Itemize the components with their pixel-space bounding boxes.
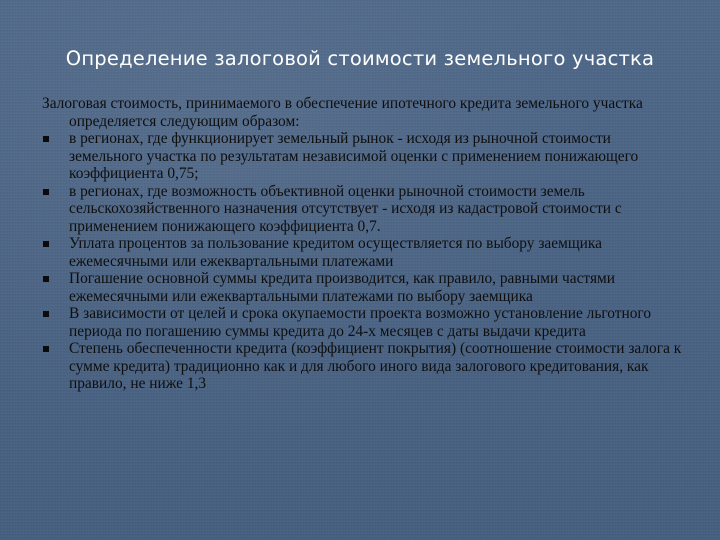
bullet-list [42,130,682,393]
bullet-text: в регионах, где возможность объективной оценки рыночной стоимости земель сельскохозяйственного назначения отсутствует - исходя из кадастровой стоимости с применением понижающего коэффициента 0,7. [69,182,622,235]
bullet-text: В зависимости от целей и срока окупаемости проекта возможно установление льготного периода по погашению суммы кредита до 24-х месяцев с даты выдачи кредита [69,305,652,340]
square-bullet-icon [43,189,49,195]
list-item [42,340,682,393]
list-item [42,270,682,305]
list-item [42,235,682,270]
square-bullet-icon [43,276,49,282]
slide-body [42,95,682,393]
bullet-text: Погашение основной суммы кредита производится, как правило, равными частями ежемесячными или ежеквартальными платежами по выбору заемщика [69,270,616,305]
square-bullet-icon [43,136,49,142]
slide-title: Определение залоговой стоимости земельного участка [65,47,655,70]
square-bullet-icon [43,241,49,247]
list-item [42,183,682,236]
list-item [42,305,682,340]
bullet-text: в регионах, где функционирует земельный рынок - исходя из рыночной стоимости земельного участка по результатам независимой оценки с применением понижающего коэффициента 0,75; [69,130,639,182]
bullet-text: Степень обеспеченности кредита (коэффициент покрытия) (соотношение стоимости залога к сумме кредита) традиционно как и для любого иного вида залогового кредитования, как правило, не ниже 1,3 [69,340,682,392]
list-item [42,130,682,183]
square-bullet-icon [43,346,49,352]
bullet-text: Уплата процентов за пользование кредитом осуществляется по выбору заемщика ежемесячными или ежеквартальными платежами [69,235,602,270]
square-bullet-icon [43,311,49,317]
intro-paragraph: Залоговая стоимость, принимаемого в обеспечение ипотечного кредита земельного участка определяется следующим образом: [42,95,643,130]
